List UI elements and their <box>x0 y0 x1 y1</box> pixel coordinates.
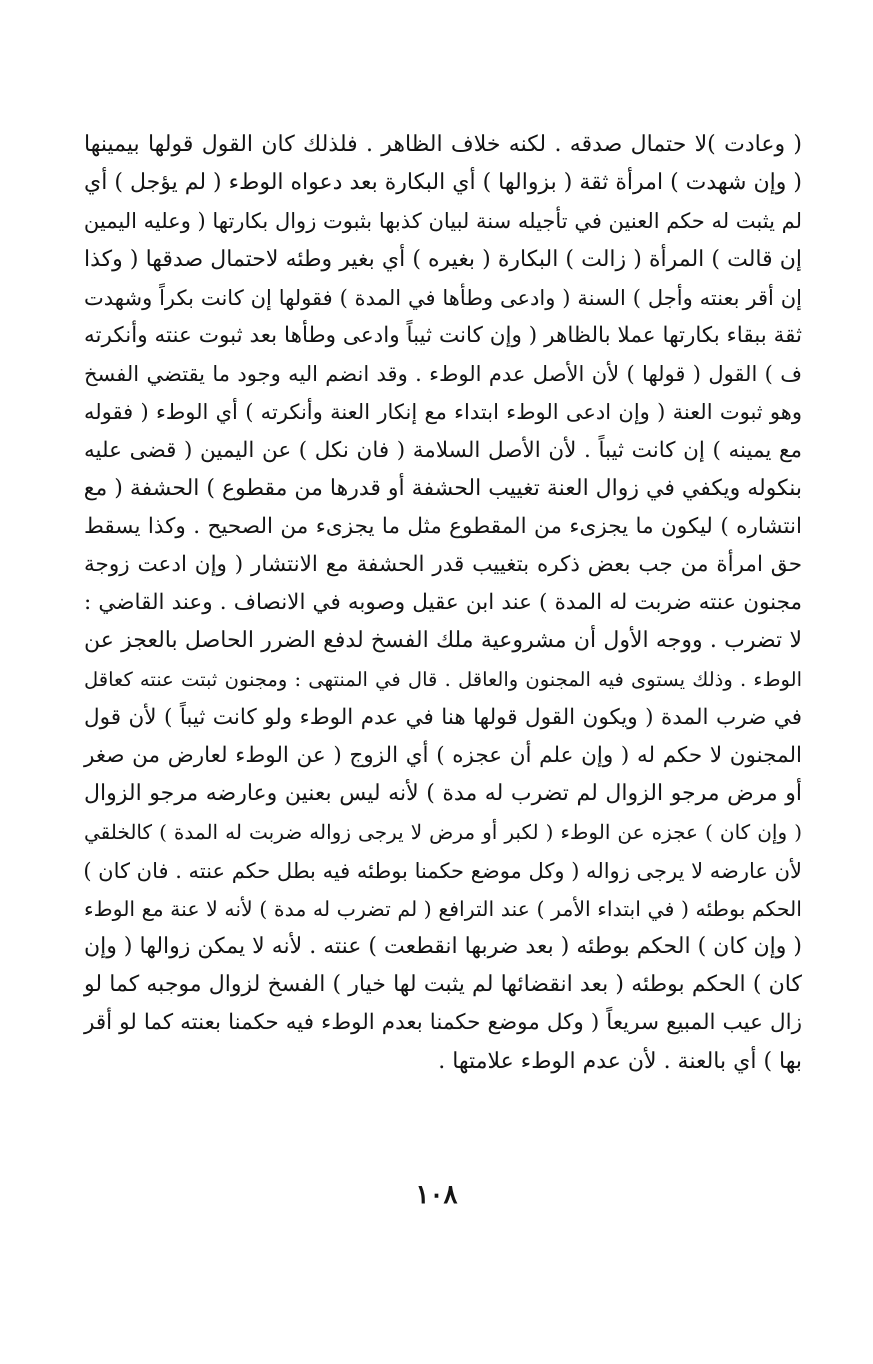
text-line: مجنون عنته ضربت له المدة ) عند ابن عقيل وصوبه في الانصاف . وعند القاضي : <box>84 590 802 616</box>
text-line: بها ) أي بالعنة . لأن عدم الوطء علامتها . <box>438 1048 802 1074</box>
text-line: الحكم بوطئه ( في ابتداء الأمر ) عند الترافع ( لم تضرب له مدة ) لأنه لا عنة مع الوطء <box>84 896 802 921</box>
text-line: إن قالت ) المرأة ( زالت ) البكارة ( بغيره ) أي بغير وطئه لاحتمال صدقها ( وكذا <box>84 246 802 272</box>
text-line: بنكوله ويكفي في زوال العنة تغييب الحشفة أو قدرها من مقطوع ) الحشفة ( مع <box>83 475 802 501</box>
text-line: ( وإن شهدت ) امرأة ثقة ( بزوالها ) أي البكارة بعد دعواه الوطء ( لم يؤجل ) أي <box>84 170 802 196</box>
text-line: لأن عارضه لا يرجى زواله ( وكل موضع حكمنا بوطئه فيه بطل حكم عنته . فان كان ) <box>83 858 802 883</box>
text-line: ثقة ببقاء بكارتها عملا بالظاهر ( وإن كانت ثيباً وادعى وطأها بعد ثبوت عنته وأنكرته <box>84 322 802 348</box>
text-line: مع يمينه ) إن كانت ثيباً . لأن الأصل السلامة ( فان نكل ) عن اليمين ( قضى عليه <box>84 437 802 463</box>
text-line: في ضرب المدة ( ويكون القول قولها هنا في عدم الوطء ولو كانت ثيباً ) لأن قول <box>84 704 802 730</box>
text-line: لا تضرب . ووجه الأول أن مشروعية ملك الفسخ لدفع الضرر الحاصل بالعجز عن <box>84 628 802 654</box>
text-line: المجنون لا حكم له ( وإن علم أن عجزه ) أي الزوج ( عن الوطء لعارض من صغر <box>84 743 802 768</box>
body-text <box>84 126 802 1081</box>
text-line: كان ) الحكم بوطئه ( بعد انقضائها لم يثبت لها خيار ) الفسخ لزوال موجبه كما لو <box>84 972 802 998</box>
text-line: انتشاره ) ليكون ما يجزىء من المقطوع مثل ما يجزىء من الصحيح . وكذا يسقط <box>84 513 802 539</box>
text-line: الوطء . وذلك يستوى فيه المجنون والعاقل . قال في المنتهى : ومجنون ثبتت عنته كعاقل <box>84 667 802 691</box>
text-line: لم يثبت له حكم العنين في تأجيله سنة لبيان كذبها بثبوت زوال بكارتها ( وعليه اليمين <box>83 209 802 234</box>
text-line: إن أقر بعنته وأجل ) السنة ( وادعى وطأها في المدة ) فقولها إن كانت بكراً وشهدت <box>84 285 802 310</box>
text-line: وهو ثبوت العنة ( وإن ادعى الوطء ابتداء مع إنكار العنة وأنكرته ) أي الوطء ( فقوله <box>84 400 802 425</box>
text-line: زال عيب المبيع سريعاً ( وكل موضع حكمنا بعدم الوطء فيه حكمنا بعنته كما لو أقر <box>84 1010 802 1036</box>
text-line: أو مرض مرجو الزوال لم تضرب له مدة ) لأنه ليس بعنين وعارضه مرجو الزوال <box>84 781 802 807</box>
text-line: ( وإن كان ) الحكم بوطئه ( بعد ضربها انقطعت ) عنته . لأنه لا يمكن زوالها ( وإن <box>84 933 802 959</box>
text-line: ( وإن كان ) عجزه عن الوطء ( لكبر أو مرض لا يرجى زواله ضربت له المدة ) كالخلقي <box>84 820 802 845</box>
page-number: ١٠٨ <box>415 1180 458 1210</box>
text-line: ( وعادت )لا حتمال صدقه . لكنه خلاف الظاهر . فلذلك كان القول قولها بيمينها <box>84 132 802 157</box>
text-line: ف ) القول ( قولها ) لأن الأصل عدم الوطء . وقد انضم اليه وجود ما يقتضي الفسخ <box>84 362 802 387</box>
text-line: حق امرأة من جب بعض ذكره بتغييب قدر الحشفة مع الانتشار ( وإن ادعت زوجة <box>84 552 802 578</box>
